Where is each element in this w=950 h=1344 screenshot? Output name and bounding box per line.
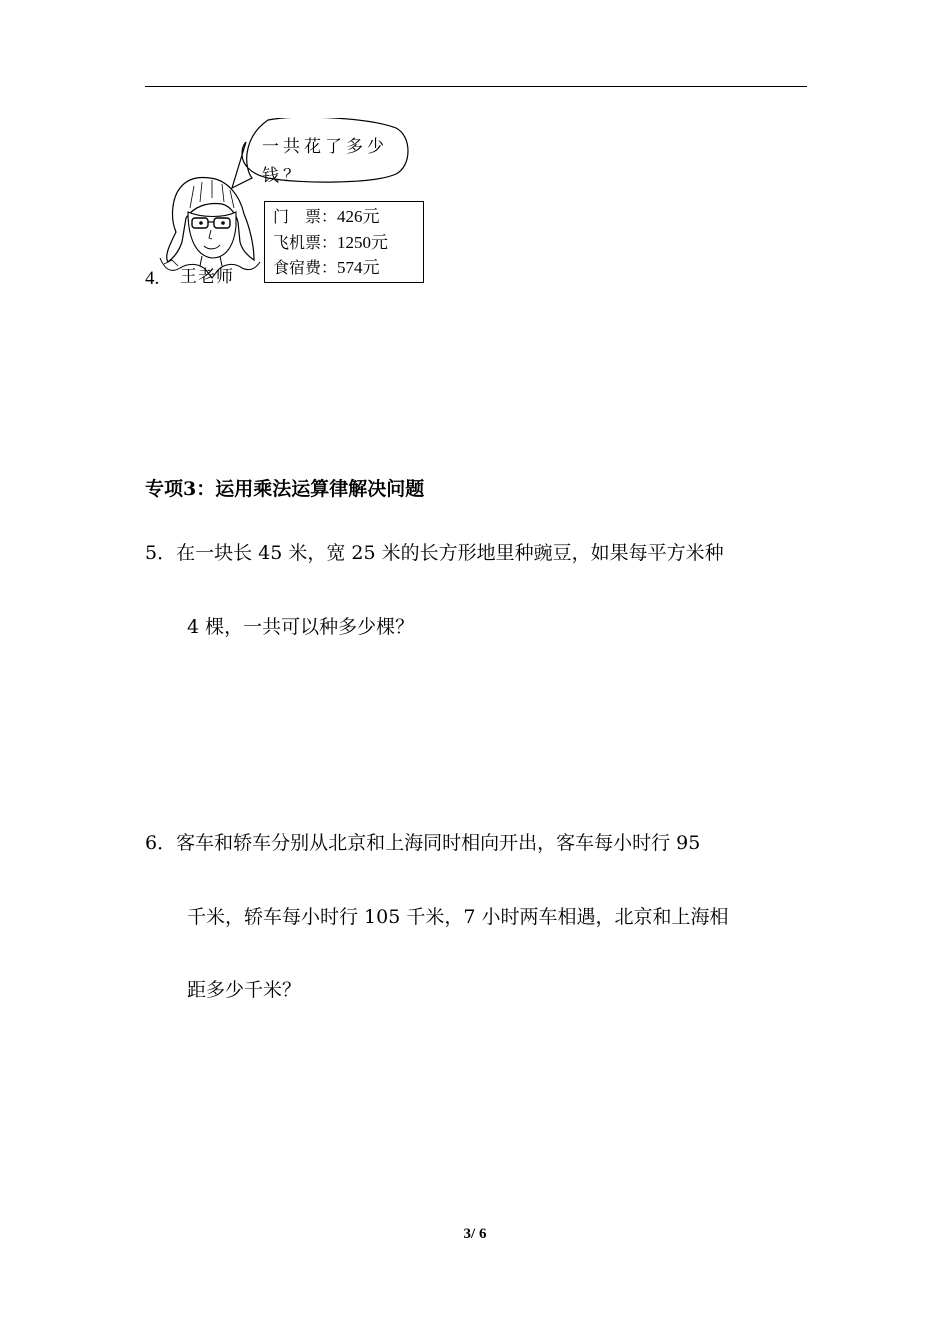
price-value: 1250元 bbox=[337, 232, 389, 252]
price-row-lodging bbox=[273, 255, 423, 281]
question-6-line-3: 距多少千米？ bbox=[187, 979, 302, 1001]
teacher-name-label: 王老师 bbox=[180, 267, 234, 287]
price-label: 飞机票： bbox=[273, 232, 338, 252]
question-5-line-1: 5．在一块长 45 米，宽 25 米的长方形地里种豌豆，如果每平方米种 bbox=[145, 542, 724, 564]
question-6-line-2: 千米，轿车每小时行 105 千米，7 小时两车相遇，北京和上海相 bbox=[187, 906, 729, 928]
section-3-title: 专项3：运用乘法运算律解决问题 bbox=[145, 478, 425, 500]
question-6-line-1: 6．客车和轿车分别从北京和上海同时相向开出，客车每小时行 95 bbox=[145, 832, 701, 854]
price-row-airfare bbox=[273, 230, 423, 256]
speech-bubble-text: 一共花了多少钱？ bbox=[262, 137, 388, 186]
header-rule bbox=[145, 86, 807, 87]
question-4-number: 4. bbox=[145, 268, 160, 289]
price-value: 426元 bbox=[337, 207, 380, 226]
price-list-box bbox=[264, 201, 424, 283]
question-5-line-2: 4 棵，一共可以种多少棵？ bbox=[187, 616, 415, 638]
page-number: 3/ 6 bbox=[463, 1226, 487, 1242]
price-label: 食宿费： bbox=[273, 258, 338, 277]
price-row-ticket bbox=[273, 204, 423, 230]
price-value: 574元 bbox=[337, 258, 380, 277]
price-label: 门 票： bbox=[273, 207, 338, 226]
